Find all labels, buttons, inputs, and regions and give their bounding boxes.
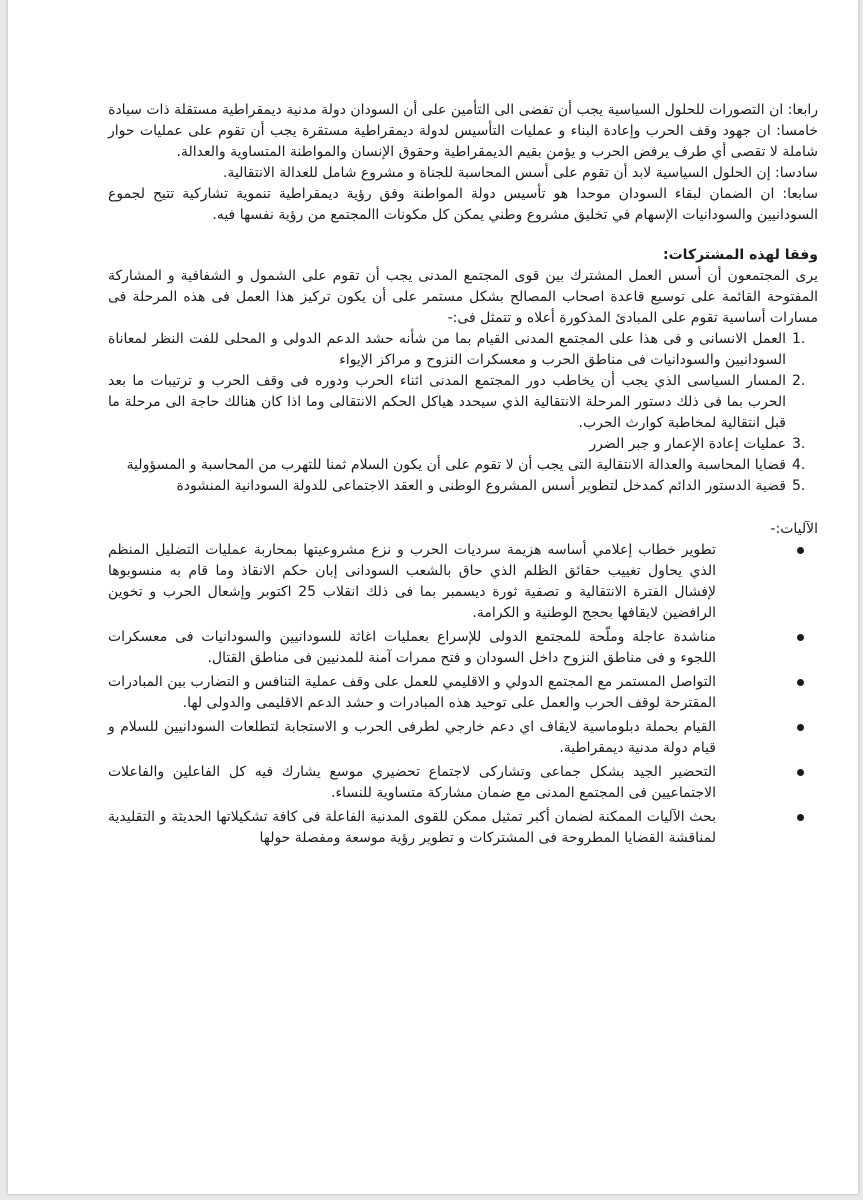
item-text: مناشدة عاجلة وملّحة للمجتمع الدولى للإسراع بعمليات اغاثة للسودانيين والسودانيات فى معسكرات اللجوء و فى مناطق النزوح داخل السودان و فتح ممرات آمنة للمدنيين فى مناطق القتال. [108,629,716,666]
bullet-dot-icon [797,679,804,686]
document-body [108,100,818,852]
list-item [108,672,716,714]
principle-fourth: رابعا: ان التصورات للحلول السياسية يجب أن تفضى الى التأمين على أن السودان دولة مدنية ديمقراطية مستقلة ذات سيادة [108,102,818,118]
bullet-dot-icon [797,769,804,776]
list-item [108,434,806,455]
item-text: قضية الدستور الدائم كمدخل لتطوير أسس المشروع الوطنى و العقد الاجتماعى للدولة السودانية المنشودة [176,478,786,494]
item-text: عمليات إعادة الإعمار و جبر الضرر [589,436,786,452]
list-item [108,540,716,624]
item-number: 2. [792,373,806,389]
item-text: العمل الانسانى و فى هذا على المجتمع المدنى القيام بما من شأنه حشد الدعم الدولى و المحلى للفت النظر لمعاناة السودانيين والسودانيات فى مناطق الحرب و معسكرات النزوح و مراكز الإيواء [108,331,786,368]
list-item [108,371,806,434]
list-item [108,329,806,371]
item-text: القيام بحملة دبلوماسية لايقاف اي دعم خارجي لطرفى الحرب و الاستجابة لتطلعات السودانيين للسلام و قيام دولة مدنية ديمقراطية. [108,719,716,756]
bullet-dot-icon [797,724,804,731]
item-number: 1. [792,331,806,347]
item-text: التحضير الجيد بشكل جماعى وتشاركى لاجتماع تحضيري موسع يشارك فيه كل الفاعلين والفاعلات الاجتماعيين فى المجتمع المدنى مع ضمان مشاركة متساوية للنساء. [108,764,716,801]
mechanisms-list [108,540,818,849]
item-number: 3. [792,436,806,452]
list-item [108,627,716,669]
principles-list [108,100,818,226]
list-item [108,762,716,804]
list-item [108,717,716,759]
bullet-dot-icon [797,634,804,641]
tracks-list [108,329,818,497]
principle-fifth: خامسا: ان جهود وقف الحرب وإعادة البناء و عمليات التأسيس لدولة ديمقراطية مستقرة يجب أن تقوم على عمليات حوار شاملة لا تقصى أي طرف يرفض الحرب و يؤمن بقيم الديمقراطية وحقوق الإنسان والمواطنة المتساوية والعدالة. [108,123,818,160]
document-page [8,0,858,1194]
list-item [108,455,806,476]
principle-sixth: سادسا: إن الحلول السياسية لابد أن تقوم على أسس المحاسبة للجناة و مشروع شامل للعدالة الانتقالية. [222,165,818,181]
section-paragraph: يرى المجتمعون أن أسس العمل المشترك بين قوى المجتمع المدنى يجب أن تقوم على الشمول و الشفافية و المشاركة المفتوحة القائمة على توسيع قاعدة اصحاب المصالح بشكل مستمر على أن يكون تركيز هذا العمل فى هذه المرحلة فى مسارات أساسية تقوم على المبادئ المذكورة أعلاه و تتمثل فى:- [108,268,818,326]
item-text: المسار السياسى الذي يجب أن يخاطب دور المجتمع المدنى اثناء الحرب ودوره فى وقف الحرب و ترتيبات ما بعد الحرب بما فى ذلك دستور المرحلة الانتقالية الذي سيحدد هياكل الحكم الانتقالى وما اذا كان هنالك حاجة الى مرحلة ما قبل انتقالية لمخاطبة كوارث الحرب. [108,373,786,431]
item-text: التواصل المستمر مع المجتمع الدولي و الاقليمي للعمل على وقف عملية التنافس و التضارب بين المبادرات المقترحة لوقف الحرب والعمل على توحيد هذه المبادرات و حشد الدعم الاقليمى والدولى لها. [108,674,716,711]
bullet-dot-icon [797,814,804,821]
list-item [108,807,716,849]
principle-seventh: سابعا: ان الضمان لبقاء السودان موحدا هو تأسيس دولة المواطنة وفق رؤية ديمقراطية تنموية تشاركية تتيح لجموع السودانيين والسودانيات الإسهام في تخليق مشروع وطني يمكن كل مكونات االمجتمع من رؤية نفسها فيه. [108,186,818,223]
bullet-dot-icon [797,547,804,554]
mechanisms-title: الآليات:- [770,521,818,537]
item-text: تطوير خطاب إعلامي أساسه هزيمة سرديات الحرب و نزع مشروعيتها بمحاربة عمليات التضليل المنظم الذي يحاول تغييب حقائق الظلم الذي حاق بالشعب السودانى إبان حكم الانقاذ وما قام به منسوبوها لإفشال الفترة الانتقالية و تصفية ثورة ديسمبر بما فى ذلك انقلاب 25 اكتوبر وإشعال الحرب و تخوين الرافضين لايقافها بحجج الوطنية و الكرامة. [108,542,716,621]
list-item [108,476,806,497]
item-number: 5. [792,478,806,494]
item-text: بحث الآليات الممكنة لضمان أكبر تمثيل ممكن للقوى المدنية الفاعلة فى كافة تشكيلاتها الحديثة و التقليدية لمناقشة القضايا المطروحة فى المشتركات و تطوير رؤية موسعة ومفصلة حولها [108,809,716,846]
item-number: 4. [792,457,806,473]
section-title: وفقا لهذه المشتركات: [663,247,818,263]
item-text: قضايا المحاسبة والعدالة الانتقالية التى يجب أن لا تقوم على أن يكون السلام ثمنا للتهرب من المحاسبة و المسؤولية [126,457,786,473]
